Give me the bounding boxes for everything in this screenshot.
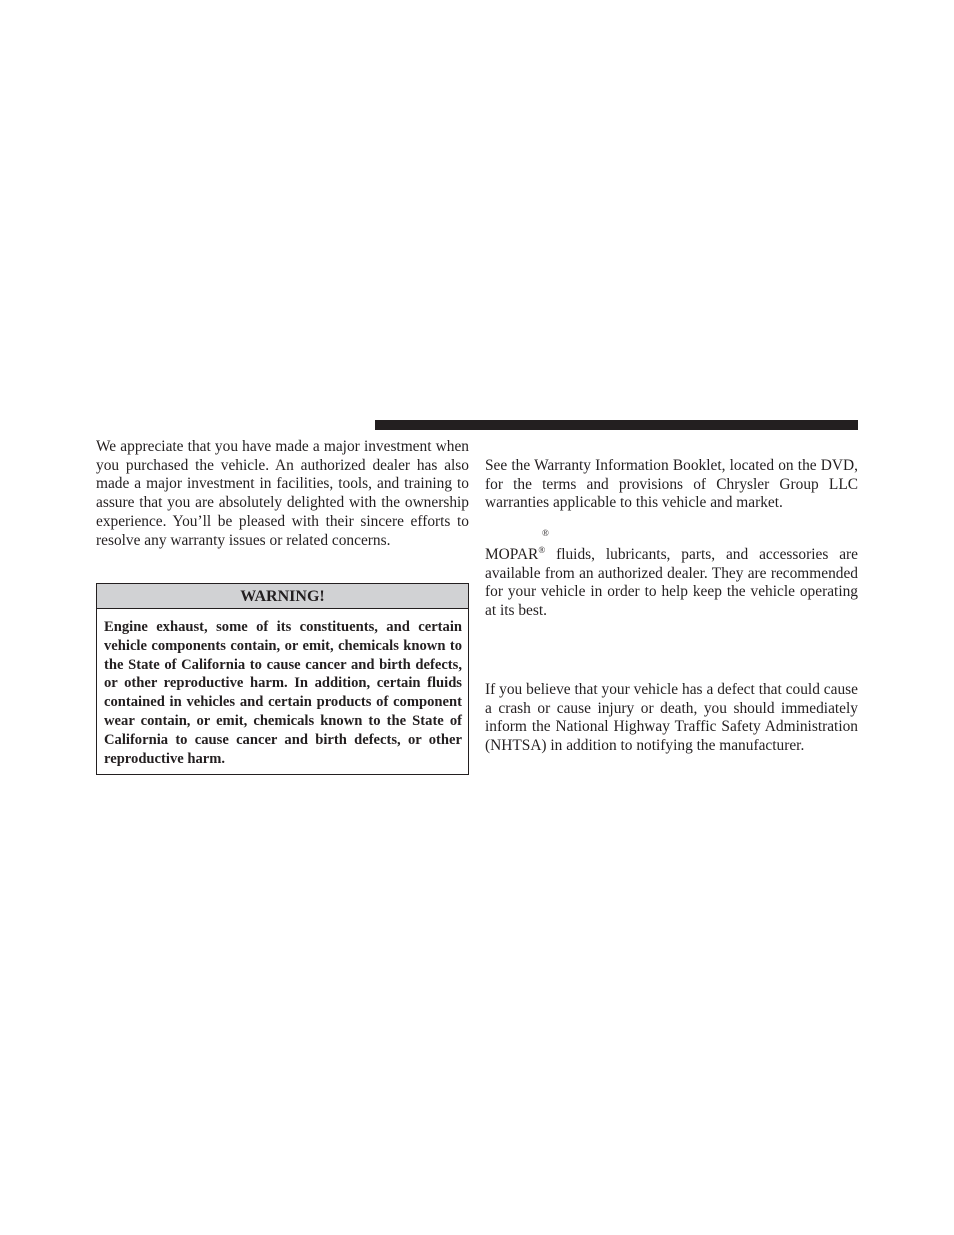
defect-paragraph [485, 681, 858, 756]
mopar-paragraph [485, 546, 858, 621]
left-column [96, 438, 469, 550]
defect-text: If you believe that your vehicle has a defect that could cause a crash or cause injury or death, you should immediately inform the National Highway Traffic Safety Administration (NHTSA) in addition to notifying the manufacturer. [485, 681, 858, 755]
warning-text: Engine exhaust, some of its constituents, and certain vehicle components contain, or emit, chemicals known to the State of California to cause cancer and birth defects, or other reproductive harm. In addition, certain fluids contained in vehicles and certain products of component wear contain, or emit, chemicals known to the State of California to cause cancer and birth defects, or other reproductive harm. [104, 619, 462, 767]
warning-box [96, 583, 469, 775]
investment-paragraph: We appreciate that you have made a major investment when you purchased the vehicle. An authorized dealer has also made a major investment in facilities, tools, and training to assure that you are absolutely delighted with the ownership experience. You’ll be pleased with their sincere efforts to resolve any warranty issues or related concerns. [96, 438, 469, 549]
right-column [485, 457, 858, 513]
warranty-paragraph: See the Warranty Information Booklet, located on the DVD, for the terms and provisions of Chrysler Group LLC warranties applicable to this vehicle and market. [485, 457, 858, 512]
section-header-bar [375, 420, 858, 430]
warning-title: WARNING! [97, 584, 468, 609]
registered-mark: ® [538, 544, 546, 555]
mopar-brand: MOPAR [485, 546, 539, 563]
parts-heading-mark: ® [542, 528, 549, 538]
mopar-text: fluids, lubricants, parts, and accessories are available from an authorized dealer. They are recommended for your vehicle in order to help keep the vehicle operating at its best. [485, 546, 858, 620]
